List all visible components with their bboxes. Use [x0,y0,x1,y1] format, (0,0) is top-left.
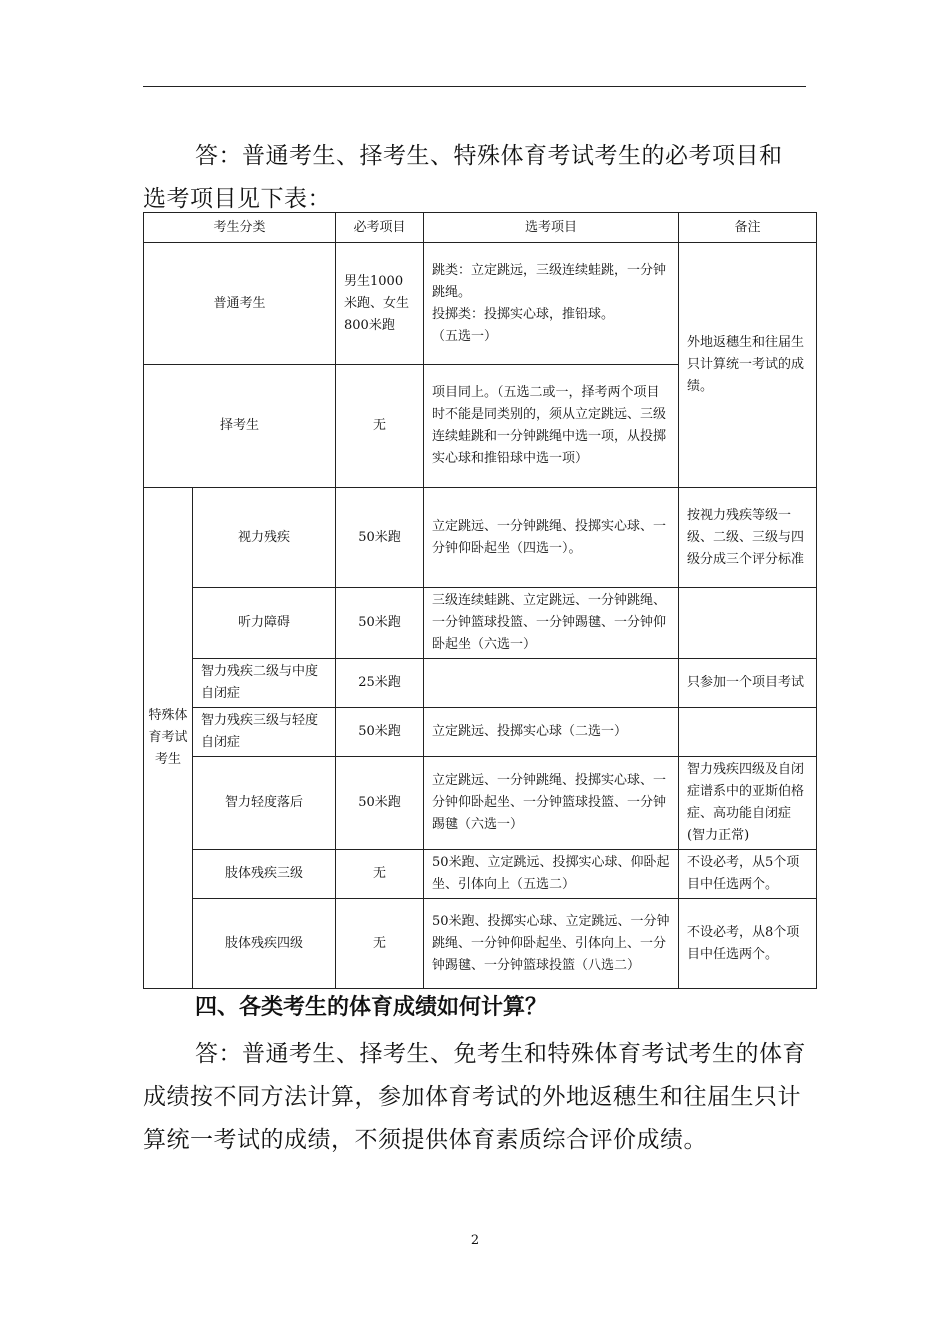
required-cell: 无 [336,899,424,989]
note-cell: 智力残疾四级及自闭症谱系中的亚斯伯格症、高功能自闭症(智力正常) [679,757,817,850]
optional-cell: 立定跳远、投掷实心球（二选一） [424,708,679,757]
note-cell [679,588,817,659]
required-cell: 无 [336,850,424,899]
note-cell [679,708,817,757]
optional-cell: 50米跑、立定跳远、投掷实心球、仰卧起坐、引体向上（五选二） [424,850,679,899]
intro-paragraph: 答：普通考生、择考生、特殊体育考试考生的必考项目和 选考项目见下表： [143,143,783,212]
required-cell: 25米跑 [336,659,424,708]
table-row [144,708,817,757]
category-cell: 智力轻度落后 [193,757,336,850]
table-row [144,757,817,850]
required-cell: 50米跑 [336,588,424,659]
optional-cell: 项目同上。（五选二或一，择考两个项目时不能是同类别的，须从立定跳远、三级连续蛙跳和一分钟跳绳中选一项，从投掷实心球和推铅球中选一项） [424,365,679,488]
category-cell: 听力障碍 [193,588,336,659]
optional-cell: 立定跳远、一分钟跳绳、投掷实心球、一分钟仰卧起坐、一分钟篮球投篮、一分钟踢毽（六选一） [424,757,679,850]
optional-cell [424,659,679,708]
header-note: 备注 [679,213,817,243]
table-row [144,659,817,708]
required-cell: 50米跑 [336,708,424,757]
required-cell: 50米跑 [336,488,424,588]
required-cell: 50米跑 [336,757,424,850]
table-row [144,243,817,365]
header-optional: 选考项目 [424,213,679,243]
optional-cell: 跳类：立定跳远，三级连续蛙跳，一分钟跳绳。 投掷类：投掷实心球，推铅球。 （五选一） [424,243,679,365]
section-heading: 四、各类考生的体育成绩如何计算？ [195,995,548,1020]
table-row [144,488,817,588]
category-cell: 肢体残疾三级 [193,850,336,899]
category-cell: 智力残疾二级与中度自闭症 [193,659,336,708]
table-row [144,850,817,899]
note-cell: 只参加一个项目考试 [679,659,817,708]
optional-cell: 立定跳远、一分钟跳绳、投掷实心球、一分钟仰卧起坐（四选一）。 [424,488,679,588]
exam-items-table [143,212,817,989]
page-number: 2 [470,1233,480,1248]
note-cell: 外地返穗生和往届生只计算统一考试的成绩。 [679,243,817,488]
category-cell: 肢体残疾四级 [193,899,336,989]
table-header-row [144,213,817,243]
required-cell: 男生1000米跑、女生800米跑 [336,243,424,365]
note-cell: 按视力残疾等级一级、二级、三级与四级分成三个评分标准 [679,488,817,588]
optional-cell: 50米跑、投掷实心球、立定跳远、一分钟跳绳、一分钟仰卧起坐、引体向上、一分钟踢毽、一分钟篮球投篮（八选二） [424,899,679,989]
answer-paragraph: 答：普通考生、择考生、免考生和特殊体育考试考生的体育成绩按不同方法计算，参加体育考试的外地返穗生和往届生只计算统一考试的成绩，不须提供体育素质综合评价成绩。 [143,1041,806,1153]
required-cell: 无 [336,365,424,488]
note-cell: 不设必考，从5个项目中任选两个。 [679,850,817,899]
header-category: 考生分类 [144,213,336,243]
category-cell: 智力残疾三级与轻度自闭症 [193,708,336,757]
table-row [144,899,817,989]
optional-cell: 三级连续蛙跳、立定跳远、一分钟跳绳、一分钟篮球投篮、一分钟踢毽、一分钟仰卧起坐（六选一） [424,588,679,659]
note-cell: 不设必考，从8个项目中任选两个。 [679,899,817,989]
category-cell: 视力残疾 [193,488,336,588]
header-rule [143,86,806,87]
category-cell: 择考生 [144,365,336,488]
table-row [144,588,817,659]
category-cell: 普通考生 [144,243,336,365]
special-group-cell: 特殊体育考试考生 [144,488,193,989]
header-required: 必考项目 [336,213,424,243]
